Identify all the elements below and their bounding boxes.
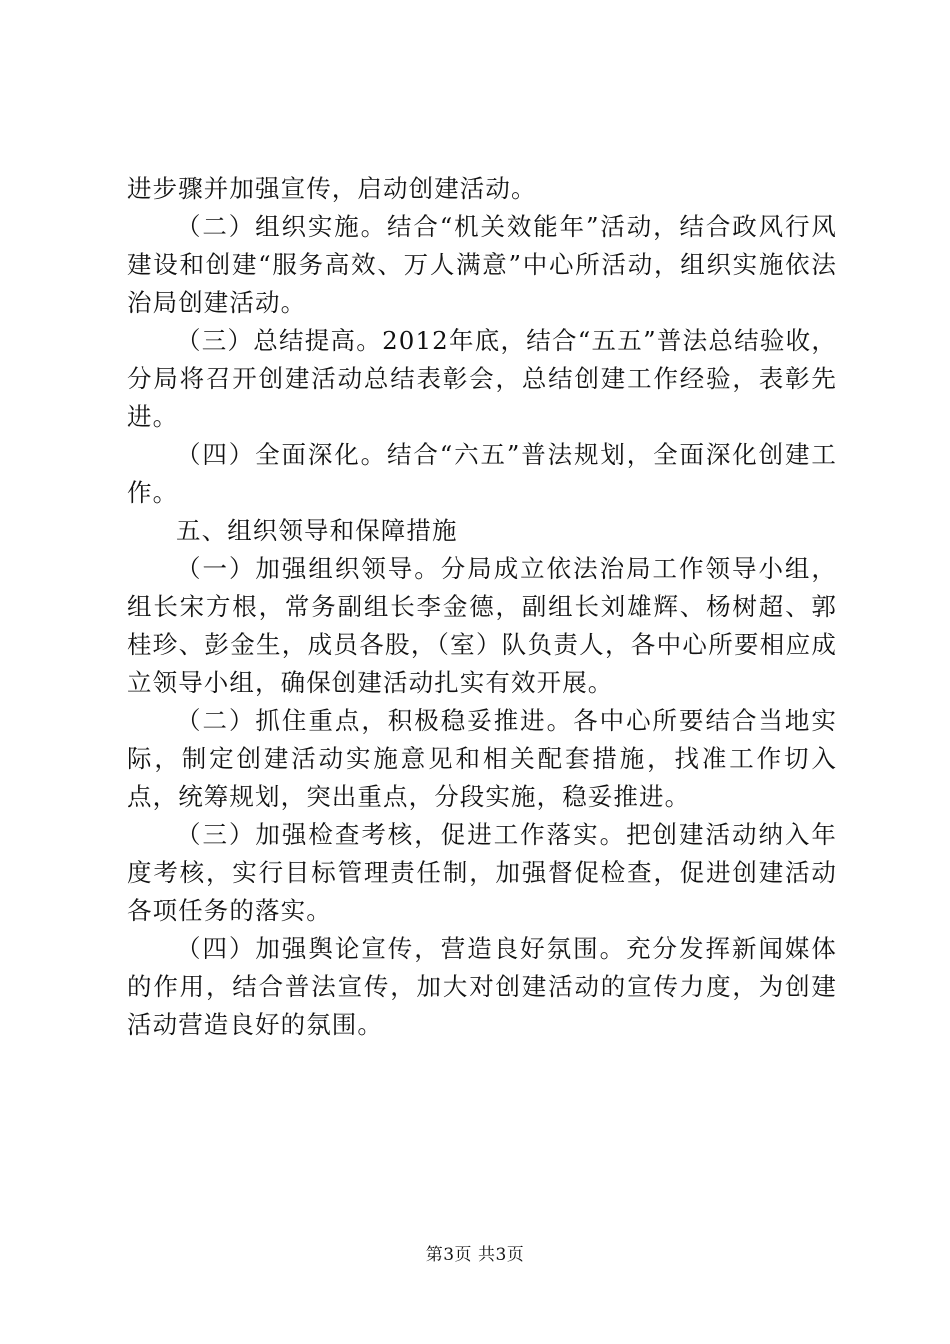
- paragraph-key-points: （二）抓住重点，积极稳妥推进。各中心所要结合当地实际，制定创建活动实施意见和相关配套措施，找准工作切入点，统筹规划，突出重点，分段实施，稳妥推进。: [127, 706, 837, 811]
- page-number-footer: 第3页 共3页: [425, 1245, 525, 1265]
- paragraph-leadership: （一）加强组织领导。分局成立依法治局工作领导小组，组长宋方根，常务副组长李金德，副组长刘雄辉、杨树超、郭桂珍、彭金生，成员各股，（室）队负责人，各中心所要相应成立领导小组，确保创建活动扎实有效开展。: [127, 554, 837, 697]
- paragraph-summary: （三）总结提高。2012年底，结合“五五”普法总结验收，分局将召开创建活动总结表彰会，总结创建工作经验，表彰先进。: [127, 326, 837, 431]
- paragraph-inspection: （三）加强检查考核，促进工作落实。把创建活动纳入年度考核，实行目标管理责任制，加强督促检查，促进创建活动各项任务的落实。: [127, 820, 837, 925]
- document-body: [127, 170, 837, 1044]
- paragraph-continuation: 进步骤并加强宣传，启动创建活动。: [127, 174, 537, 203]
- section-heading-leadership: 五、组织领导和保障措施: [176, 516, 458, 545]
- paragraph-publicity: （四）加强舆论宣传，营造良好氛围。充分发挥新闻媒体的作用，结合普法宣传，加大对创建活动的宣传力度，为创建活动营造良好的氛围。: [127, 934, 837, 1039]
- paragraph-deepen: （四）全面深化。结合“六五”普法规划，全面深化创建工作。: [127, 440, 837, 507]
- paragraph-organize-implementation: （二）组织实施。结合“机关效能年”活动，结合政风行风建设和创建“服务高效、万人满意”中心所活动，组织实施依法治局创建活动。: [127, 212, 837, 317]
